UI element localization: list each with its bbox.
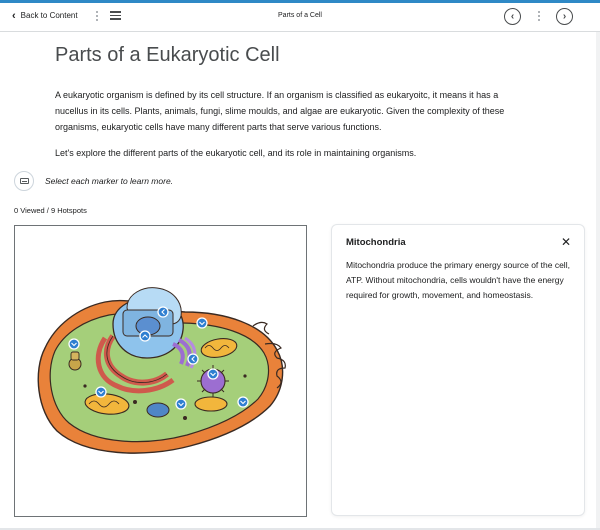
page-title: Parts of a Eukaryotic Cell	[55, 44, 280, 66]
eukaryotic-cell-illustration	[15, 226, 306, 516]
top-navigation-bar	[0, 0, 600, 32]
hotspot-marker-mitochondria[interactable]	[96, 387, 106, 397]
back-to-content-label: Back to Content	[20, 11, 78, 20]
explore-paragraph: Let's explore the different parts of the eukaryotic cell, and its role in maintaining organisms.	[55, 148, 417, 158]
info-card-body: Mitochondria produce the primary energy source of the cell, ATP. Without mitochondria, cells wouldn't have the energy required for growth, movement, and homeostasis.	[346, 260, 570, 300]
divider-dots	[538, 11, 540, 23]
instruction-text: Select each marker to learn more.	[45, 176, 174, 186]
hotspot-progress-status: 0 Viewed / 9 Hotspots	[14, 206, 87, 215]
cell-image-frame	[14, 225, 307, 517]
info-card-title: Mitochondria	[346, 237, 406, 248]
close-icon[interactable]: ✕	[560, 235, 571, 249]
hotspot-marker-ribosome[interactable]	[176, 399, 186, 409]
instruction-row	[14, 171, 173, 191]
chevron-left-icon: ‹	[510, 10, 515, 22]
chevron-right-icon: ›	[562, 10, 567, 22]
hotspot-marker-nucleolus[interactable]	[140, 331, 150, 341]
page-scrollbar[interactable]	[596, 32, 600, 530]
hotspot-marker-golgi[interactable]	[188, 354, 198, 364]
hotspot-marker-nucleus[interactable]	[158, 307, 168, 317]
topic-title: Parts of a Cell	[278, 12, 322, 19]
hotspot-info-card	[331, 224, 585, 516]
hotspot-marker-lysosome[interactable]	[197, 318, 207, 328]
keyboard-icon	[14, 171, 34, 191]
hotspot-marker-vesicle[interactable]	[69, 339, 79, 349]
hotspot-marker-centrosome[interactable]	[208, 369, 218, 379]
chevron-left-small-icon: ‹	[12, 9, 16, 22]
next-topic-button[interactable]	[556, 8, 573, 25]
previous-topic-button[interactable]	[504, 8, 521, 25]
hotspot-marker-cell-membrane[interactable]	[238, 397, 248, 407]
intro-paragraph: A eukaryotic organism is defined by its cell structure. If an organism is classified as eukaryoitc, it means it has a nucellus in its cells. Plants, animals, fungi, slime moulds, and algae are eukaryotic. Given the complexity of these organisms, eukaryotic cells have many different parts that serve various functions.	[55, 90, 505, 132]
